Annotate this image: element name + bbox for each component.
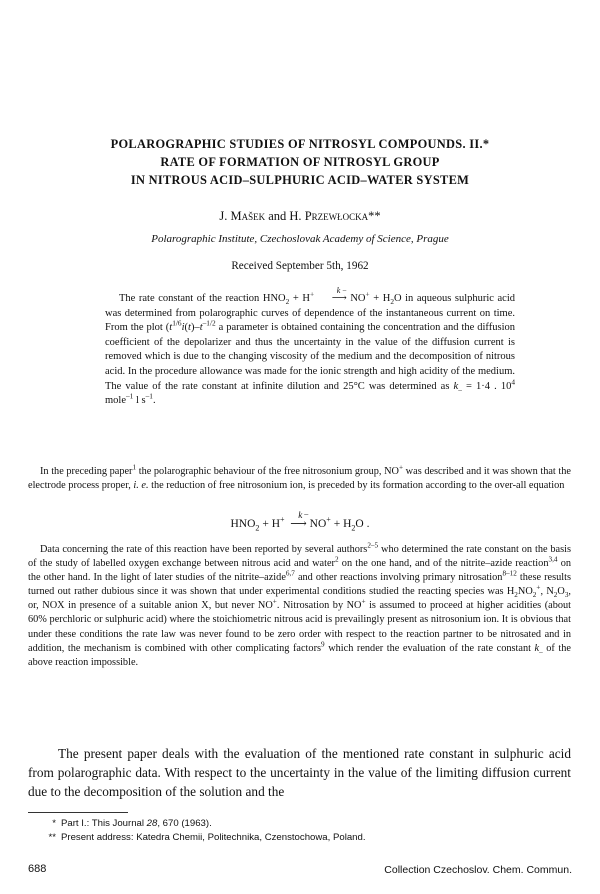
footnote-rule — [28, 812, 128, 813]
footnote-1: * Part I.: This Journal 28, 670 (1963). — [52, 818, 212, 829]
intro-paragraph: In the preceding paper$^1$ the polarographic behaviour of the free nitrosonium group, NO+ was described and it was shown that the electrode process proper, i. e. the reduction of free nitrosonium ion, is preceded by its formation according to the over-all equation — [28, 463, 571, 492]
title-line-1: POLAROGRAPHIC STUDIES OF NITROSYL COMPOUNDS. II.* — [110, 137, 490, 151]
main-paragraph: The present paper deals with the evaluation of the mentioned rate constant in sulphuric acid from polarographic data. With respect to the uncertainty in the value of the limiting diffusion current due to the decomposition of the solution and the — [28, 746, 571, 799]
footnotes — [40, 817, 560, 845]
received-date: Received September 5th, 1962 — [231, 260, 369, 272]
abstract — [105, 286, 515, 409]
author-and: and H. — [265, 209, 305, 223]
title-block — [40, 135, 560, 189]
authors — [40, 208, 560, 224]
reaction-equation: $HNO_2 + H^+$ k – ⟶ $NO^+ + H_2O$ . — [230, 509, 370, 533]
page-number: 688 — [28, 863, 47, 875]
affiliation: Polarographic Institute, Czechoslovak Academy of Science, Prague — [151, 233, 449, 245]
title-line-2: RATE OF FORMATION OF NITROSYL GROUP — [160, 155, 440, 169]
rate-arrow: k – ⟶ — [331, 286, 347, 304]
footnote-2: ** Present address: Katedra Chemii, Politechnika, Czenstochowa, Poland. — [48, 832, 366, 843]
title-line-3: IN NITROUS ACID–SULPHURIC ACID–WATER SYSTEM — [130, 173, 470, 187]
equation-arrow: k – ⟶ — [290, 509, 309, 530]
author2-footnote-mark: ** — [368, 209, 381, 223]
author1-name: Mašek — [230, 209, 266, 223]
author1-initial: J. — [219, 209, 231, 223]
journal-name: Collection Czechoslov. Chem. Commun. — [384, 864, 572, 876]
author2-name: Przewłocka — [304, 209, 369, 223]
abstract-paragraph: The rate constant of the reaction $HNO_2 + H^+$ k – ⟶ $NO^+ + H_2O$ in aqueous sulphuric acid was determined from polarographic curves of dependence of the instantaneous current on time. From the plot ($t^{1/6}i(t)-t^{-1/2}$ a parameter is obtained containing the concentration and the diffusion coefficient of the depolarizer and thus the uncertainty in the value of the diffusion current is removed which is due to the changing viscosity of the medium and the decomposition of nitrous acid. In the procedure allowance was made for the ionic strength and high acidity of the medium. The value of the rate constant at infinite dilution and 25°C was determined as $k_- = 1\cdot 4$ . $10^4$ mole$^{-1}$ l $s^{-1}$. — [105, 286, 515, 407]
literature-paragraph: Data concerning the rate of this reaction have been reported by several authors$^{2-5}$ who determined the rate constant on the basis of the study of labelled oxygen exchange between nitrous acid and water$^2$ on the one hand, and of the nitrite–azide reaction$^{3,4}$ on the other hand. In the light of later studies of the nitrite–azide$^{6,7}$ and other reactions involving primary nitrosation$^{8-12}$ these results turned out rather dubious since it was shown that under experimental conditions studied the reacting species was $H_2NO_2^+$, $N_2O_3$, or, NOX in presence of a suitable anion X, but never NO+. Nitrosation by NO+ is assumed to proceed at higher acidities (about 60% perchloric or sulphuric acid) where the stoichiometric nitrous acid is prevailingly present as nitrosonium ion. It is obvious that under these conditions the rate law was never found to be zero order with respect to the reaction partner to be nitrosated and in addition, the mechanism is combined with other complicating factors$^9$ which render the evaluation of the rate constant $k_-$ of the above reaction impossible. — [28, 541, 572, 668]
